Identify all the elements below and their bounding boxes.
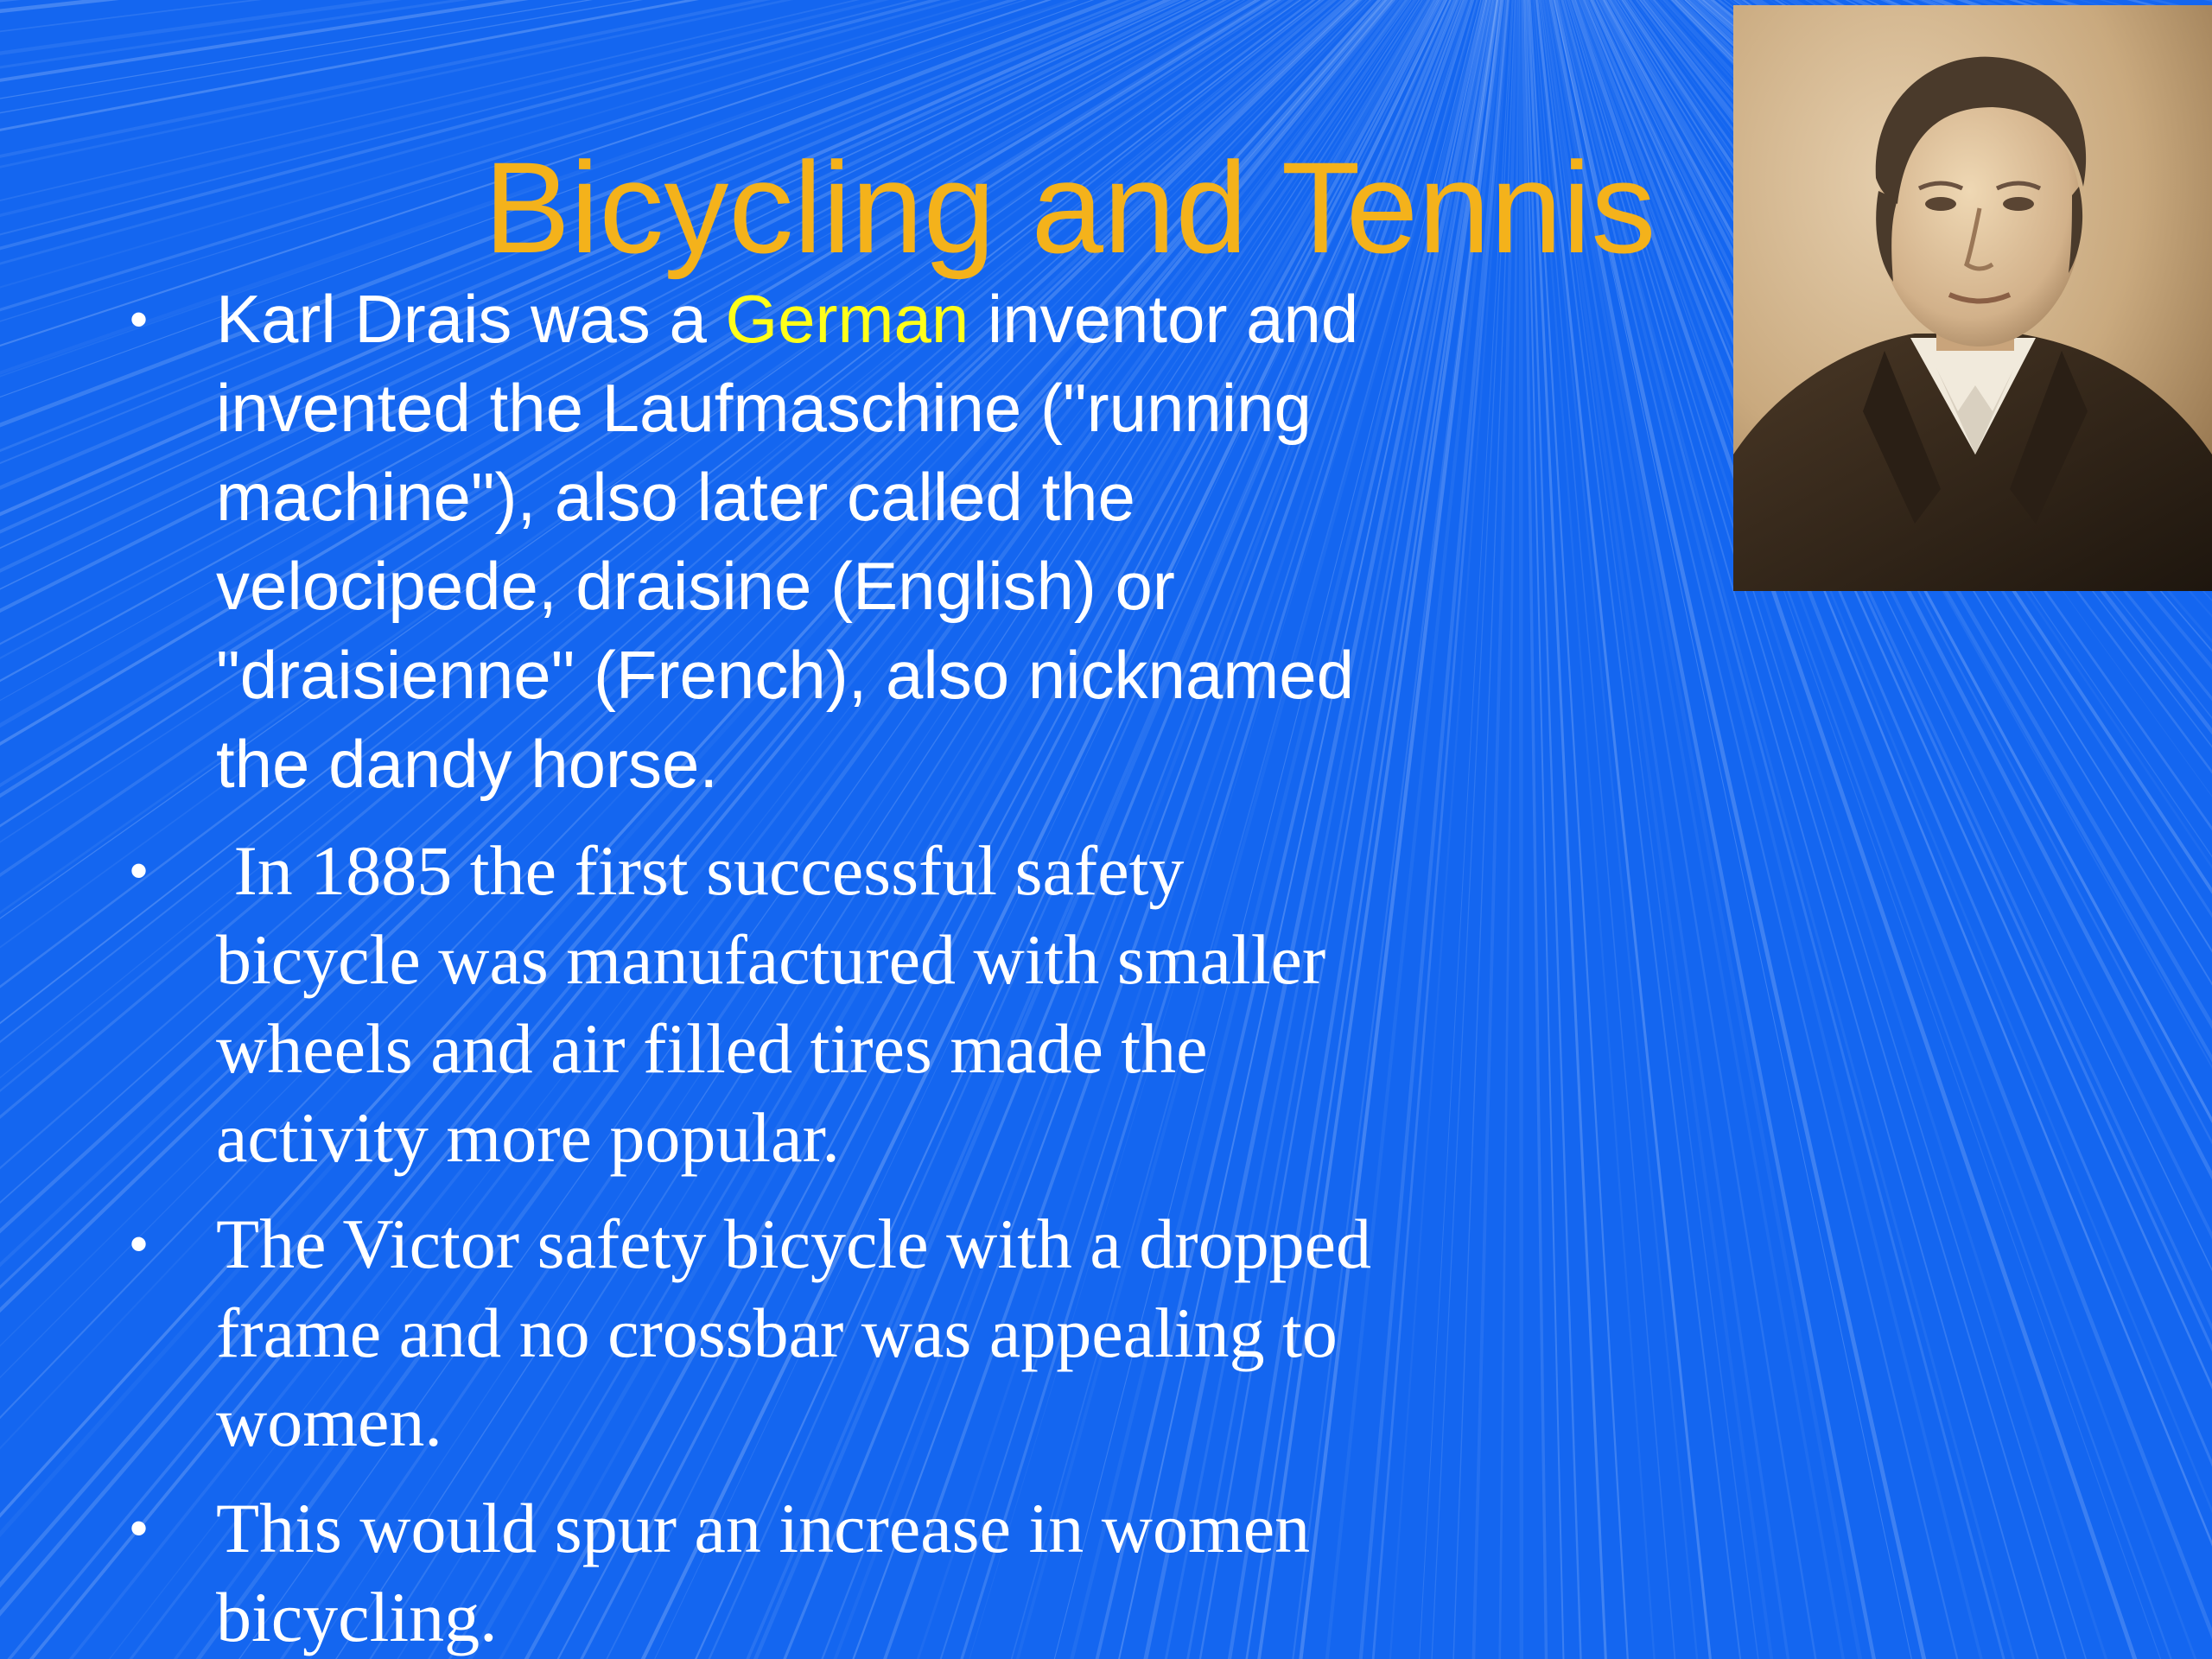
bullet-dot-icon: • <box>130 842 149 899</box>
portrait-photo <box>1733 5 2212 591</box>
bullet-item-victor-bicycle <box>130 1199 1382 1466</box>
bullet-text-part: inventor and invented the Laufmaschine ("running machine"), also later called the velocipede, draisine (English) or "draisienne" (French), also nicknamed the dandy horse. <box>216 281 1359 802</box>
bullet-list <box>130 275 1382 1659</box>
highlighted-word: German <box>725 281 969 357</box>
bullet-item-karl-drais <box>130 275 1382 809</box>
bullet-dot-icon: • <box>130 290 149 348</box>
bullet-text: This would spur an increase in women bicycling. <box>216 1489 1311 1656</box>
bullet-text-part: Karl Drais was a <box>216 281 726 357</box>
slide-title: Bicycling and Tennis <box>484 135 1656 280</box>
bullet-item-safety-bicycle <box>130 826 1382 1182</box>
bullet-dot-icon: • <box>130 1499 149 1557</box>
bullet-item-women-bicycling <box>130 1484 1382 1659</box>
bullet-text: In 1885 the first successful safety bicycle was manufactured with smaller wheels and air filled tires made the activity more popular. <box>216 831 1344 1177</box>
bullet-dot-icon: • <box>130 1215 149 1273</box>
bullet-text: The Victor safety bicycle with a dropped frame and no crossbar was appealing to women. <box>216 1205 1371 1461</box>
